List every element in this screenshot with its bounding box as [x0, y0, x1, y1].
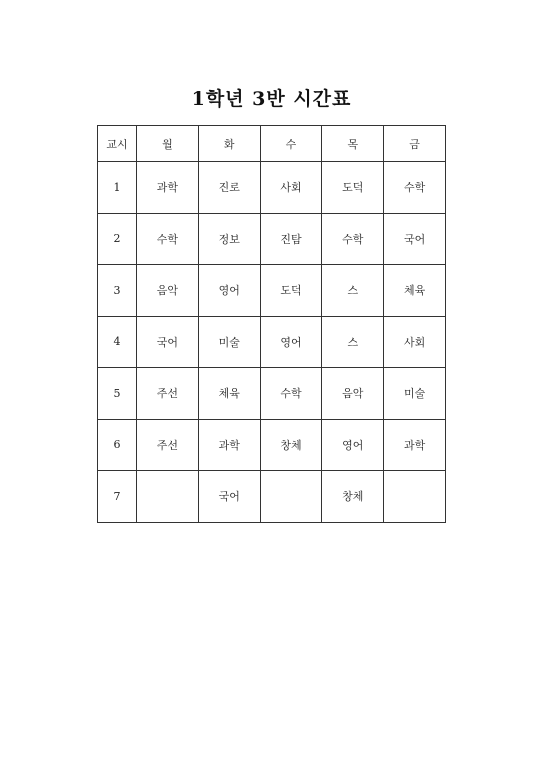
- header-fri: 금: [384, 126, 446, 162]
- table-row: [98, 368, 446, 420]
- subject-cell: 영어: [260, 316, 322, 368]
- timetable: [97, 125, 446, 523]
- period-cell: 2: [98, 213, 137, 265]
- page-title: 1학년 3반 시간표: [191, 88, 352, 110]
- subject-cell: 국어: [137, 316, 199, 368]
- subject-cell: [384, 471, 446, 523]
- header-wed: 수: [260, 126, 322, 162]
- subject-cell: [260, 471, 322, 523]
- subject-cell: 미술: [384, 368, 446, 420]
- period-cell: 1: [98, 162, 137, 214]
- table-row: [98, 162, 446, 214]
- subject-cell: 미술: [198, 316, 260, 368]
- subject-cell: 국어: [198, 471, 260, 523]
- subject-cell: 창체: [322, 471, 384, 523]
- subject-cell: 과학: [384, 419, 446, 471]
- header-tue: 화: [198, 126, 260, 162]
- table-row: [98, 471, 446, 523]
- subject-cell: 수학: [384, 162, 446, 214]
- subject-cell: 진탐: [260, 213, 322, 265]
- subject-cell: 영어: [322, 419, 384, 471]
- period-cell: 3: [98, 265, 137, 317]
- subject-cell: 스: [322, 316, 384, 368]
- subject-cell: 체육: [384, 265, 446, 317]
- subject-cell: 스: [322, 265, 384, 317]
- subject-cell: 사회: [260, 162, 322, 214]
- period-cell: 6: [98, 419, 137, 471]
- table-row: [98, 316, 446, 368]
- subject-cell: 국어: [384, 213, 446, 265]
- header-thu: 목: [322, 126, 384, 162]
- table-row: [98, 213, 446, 265]
- subject-cell: 정보: [198, 213, 260, 265]
- subject-cell: 진로: [198, 162, 260, 214]
- subject-cell: 창체: [260, 419, 322, 471]
- subject-cell: 음악: [137, 265, 199, 317]
- header-mon: 월: [137, 126, 199, 162]
- subject-cell: 수학: [322, 213, 384, 265]
- subject-cell: 영어: [198, 265, 260, 317]
- subject-cell: 음악: [322, 368, 384, 420]
- subject-cell: 수학: [260, 368, 322, 420]
- subject-cell: [137, 471, 199, 523]
- subject-cell: 과학: [137, 162, 199, 214]
- subject-cell: 주선: [137, 368, 199, 420]
- timetable-header-row: [98, 126, 446, 162]
- header-period: 교시: [98, 126, 137, 162]
- subject-cell: 수학: [137, 213, 199, 265]
- subject-cell: 사회: [384, 316, 446, 368]
- subject-cell: 체육: [198, 368, 260, 420]
- subject-cell: 도덕: [322, 162, 384, 214]
- table-row: [98, 265, 446, 317]
- period-cell: 4: [98, 316, 137, 368]
- table-row: [98, 419, 446, 471]
- subject-cell: 주선: [137, 419, 199, 471]
- subject-cell: 과학: [198, 419, 260, 471]
- subject-cell: 도덕: [260, 265, 322, 317]
- period-cell: 7: [98, 471, 137, 523]
- period-cell: 5: [98, 368, 137, 420]
